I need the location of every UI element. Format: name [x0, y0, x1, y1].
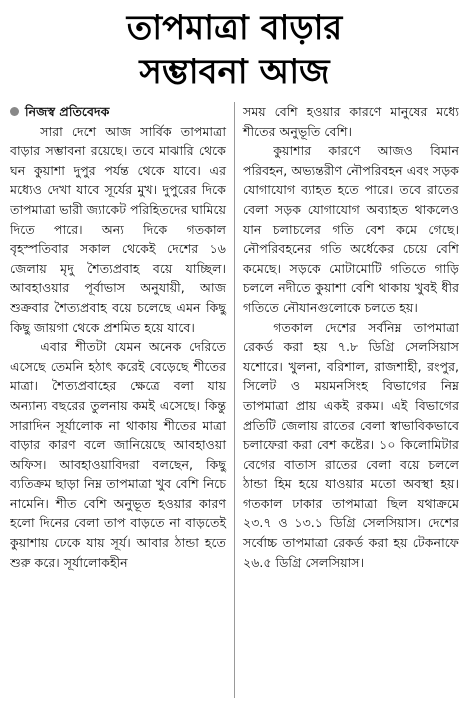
headline — [10, 6, 459, 94]
headline-line-2: সম্ভাবনা আজ — [139, 52, 330, 92]
byline — [10, 102, 226, 122]
article-paragraph: এবার শীতটা যেমন অনেক দেরিতে এসেছে তেমনি হঠাৎ করেই বেড়েছে শীতের মাত্রা। শৈত্যপ্রবাহের ক্ষেত্রে বলা যায় অন্যান্য বছরের তুলনায় কমই এসেছে। কিন্তু সারাদিন সূর্যালোক না থাকায় শীতের মাত্রা বাড়ার কারণ বলে জানিয়েছে আবহাওয়া অফিস। আবহাওয়াবিদরা বলছেন, কিছু ব্যতিক্রম ছাড়া নিম্ন তাপমাত্রা খুব বেশি নিচে নামেনি। শীত বেশি অনুভূত হওয়ার কারণ হলো দিনের বেলা তাপ বাড়তে না বাড়তেই কুয়াশায় ঢেকে যায় সূর্য। আবার ঠান্ডা হতে শুরু করে। সূর্যালোকহীন — [10, 339, 226, 570]
article-paragraph: সময় বেশি হওয়ার কারণে মানুষের মধ্যে শীতের অনুভূতি বেশি। — [243, 104, 459, 139]
bullet-icon — [10, 107, 19, 116]
headline-line-1: তাপমাত্রা বাড়ার — [126, 8, 343, 48]
article-paragraph: সারা দেশে আজ সার্বিক তাপমাত্রা বাড়ার সম্ভাবনা রয়েছে। তবে মাঝারি থেকে ঘন কুয়াশা দুপুর পর্যন্ত থেকে যাবে। এর মধ্যেও দেখা যাবে সূর্যের মুখ। দুপুরের দিকে তাপমাত্রা ভারী জ্যাকেট পরিহিতদের ঘামিয়ে দিতে পারে। অন্য দিকে গতকাল বৃহস্পতিবার সকাল থেকেই দেশের ১৬ জেলায় মৃদু শৈত্যপ্রবাহ বয়ে যাচ্ছিল। আবহাওয়ার পূর্বাভাস অনুযায়ী, আজ শুক্রবার শৈত্যপ্রবাহ বয়ে চলেছে এমন কিছু কিছু জায়গা থেকে প্রশমিত হয়ে যাবে। — [10, 123, 226, 335]
article-paragraph: গতকাল দেশের সর্বনিম্ন তাপমাত্রা রেকর্ড করা হয় ৭.৮ ডিগ্রি সেলসিয়াস যশোরে। খুলনা, বরিশাল, রাজশাহী, রংপুর, সিলেট ও ময়মনসিংহ বিভাগের নিম্ন তাপমাত্রা প্রায় একই রকম। এই বিভাগের প্রতিটি জেলায় রাতের বেলা স্বাভাবিকভাবে চলাফেরা করা বেশ কষ্টের। ১০ কিলোমিটার বেগের বাতাস রাতের বেলা বয়ে চললে ঠান্ডা হিম হয়ে যাওয়ার মতো অবস্থা হয়। গতকাল ঢাকার তাপমাত্রা ছিল যথাক্রমে ২৩.৭ ও ১৩.১ ডিগ্রি সেলসিয়াস। দেশের সর্বোচ্চ তাপমাত্রা রেকর্ড করা হয় টেকনাফে ২৬.৫ ডিগ্রি সেলসিয়াস। — [243, 319, 459, 570]
article-paragraph: কুয়াশার কারণে আজও বিমান পরিবহন, অভ্যন্তরীণ নৌপরিবহন এবং সড়ক যোগাযোগ ব্যাহত হতে পারে। তবে রাতের বেলা সড়ক যোগাযোগ অব্যাহত থাকলেও যান চলাচলের গতি বেশ কমে গেছে। নৌপরিবহনের গতি অর্ধেকের চেয়ে বেশি কমেছে। সড়কে মোটামোটি গতিতে গাড়ি চললে নদীতে কুয়াশা বেশি থাকায় খুবই ধীর গতিতে নৌযানগুলোকে চলতে হয়। — [243, 143, 459, 315]
right-column — [234, 102, 459, 698]
byline-text: নিজস্ব প্রতিবেদক — [25, 104, 110, 119]
article-body — [10, 102, 459, 698]
left-column — [10, 102, 234, 698]
